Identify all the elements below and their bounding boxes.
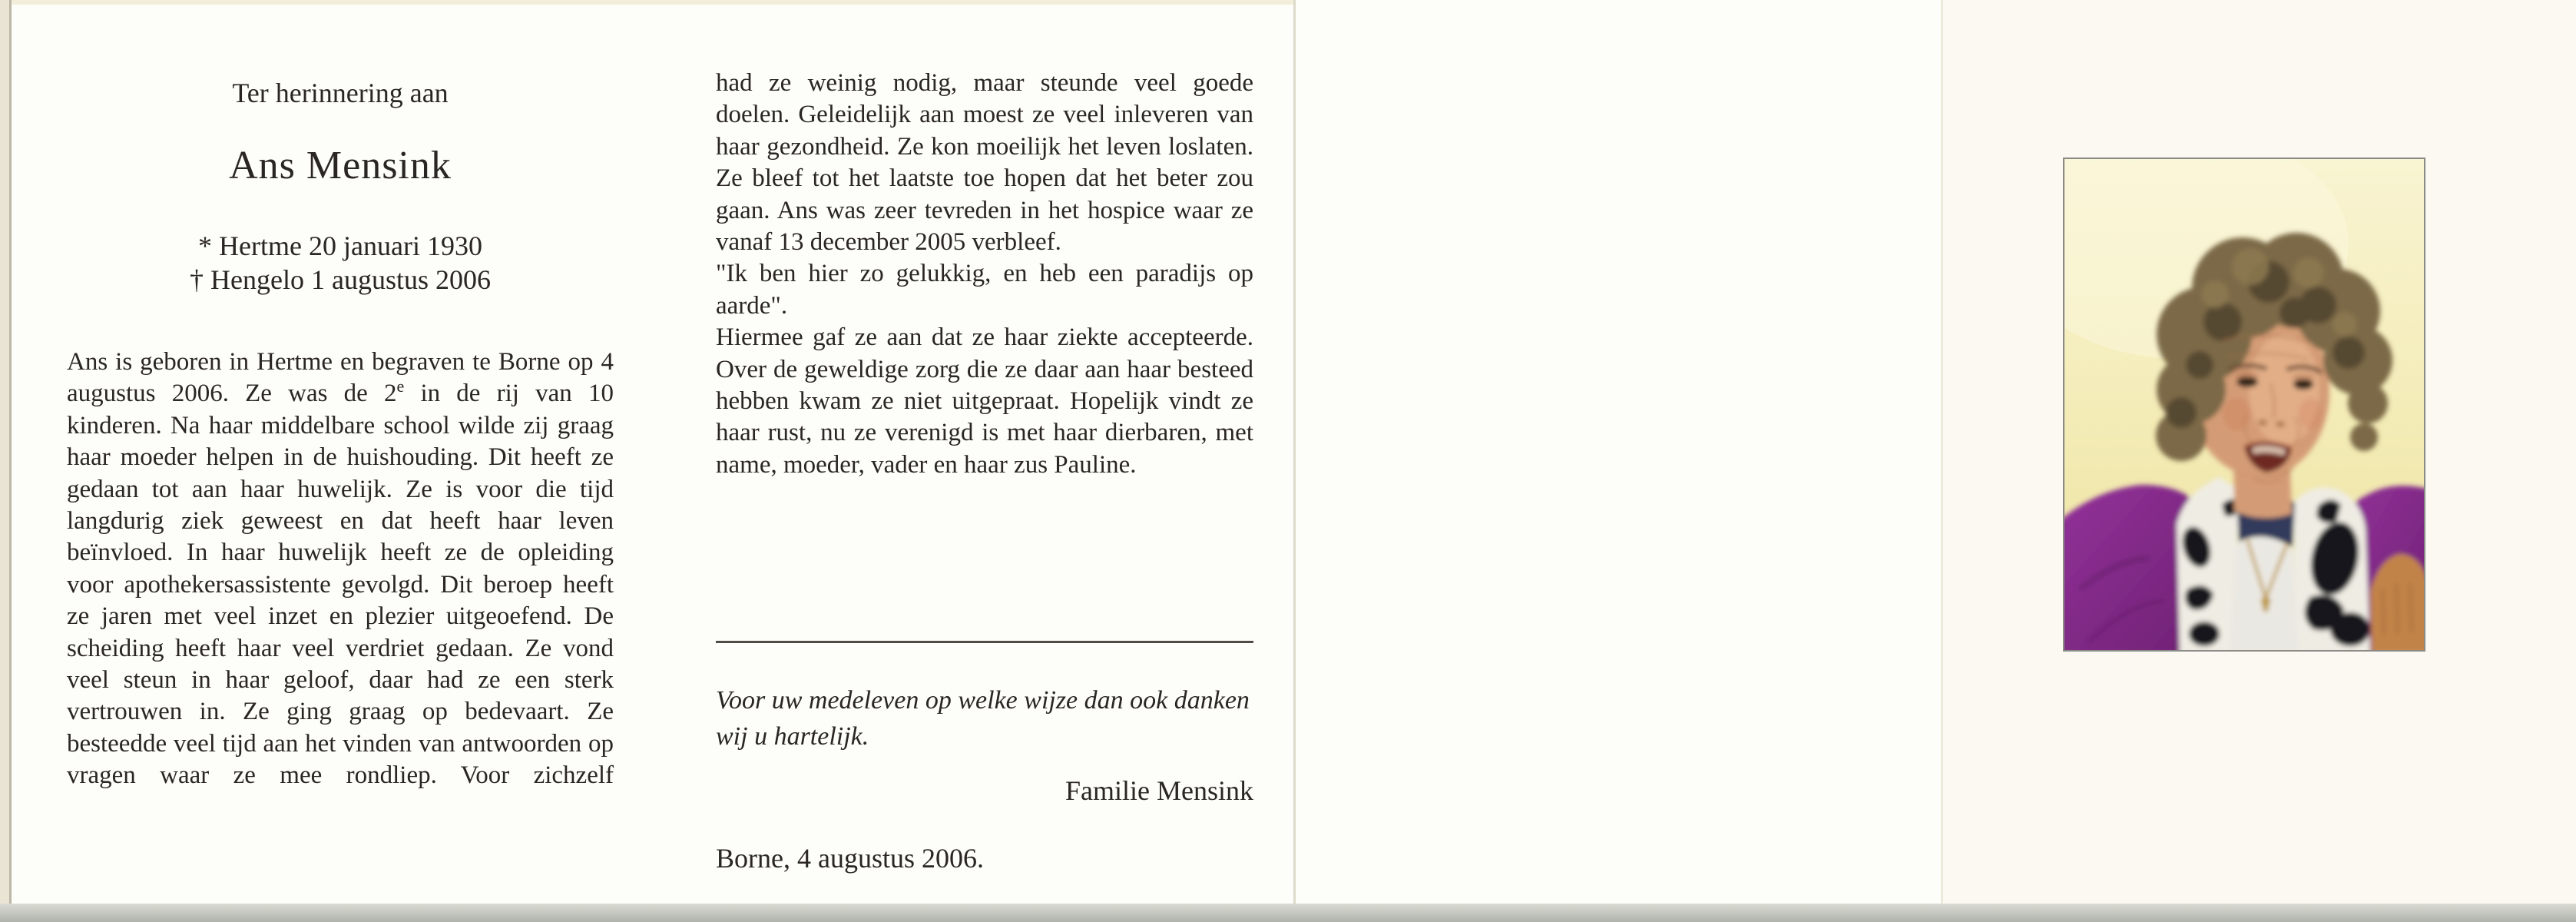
card-bottom-shadow [0, 904, 2576, 922]
portrait-photo [2063, 158, 2425, 652]
place-date-line: Borne, 4 augustus 2006. [716, 843, 984, 874]
dedication-line: Ter herinnering aan [232, 78, 449, 108]
separator-rule [716, 641, 1253, 643]
deceased-name: Ans Mensink [229, 144, 452, 187]
thanks-note: Voor uw medeleven op welke wijze dan ook danken wij u hartelijk. [716, 686, 1250, 751]
scan-left-margin [0, 0, 9, 922]
biography-paragraph [67, 347, 614, 792]
card-left-edge [9, 0, 12, 922]
biography-text-2: in de rij van 10 kinderen. Na haar middelbare school wilde zij graag haar moeder helpen in de huishouding. Dit heeft ze gedaan tot aan haar huwelijk. Ze is voor die tijd langdurig ziek geweest en dat heeft haar leven beïnvloed. In haar huwelijk heeft ze de opleiding voor apothekersassistente gevolgd. Dit beroep heeft ze jaren met veel inzet en plezier uitgeoefend. De scheiding heeft haar veel verdriet gedaan. Ze vond veel steun in haar geloof, daar had ze een sterk vertrouwen in. Ze ging graag op bedevaart. Ze besteedde veel tijd aan het vinden van antwoorden op vragen waar ze mee rondliep. Voor zichzelf [67, 380, 614, 790]
birth-line: * Hertme 20 januari 1930 [198, 230, 482, 261]
card-fold-line-2 [1941, 0, 1943, 905]
continuation-paragraph: had ze weinig nodig, maar steunde veel goede doelen. Geleidelijk aan moest ze veel inleveren van haar gezondheid. Ze kon moeilijk het leven loslaten. Ze bleef tot het laatste toe hopen dat het beter zou gaan. Ans was zeer tevreden in het hospice waar ze vanaf 13 december 2005 verbleef. [716, 69, 1253, 257]
death-line: † Hengelo 1 augustus 2006 [190, 264, 491, 295]
ordinal-superscript: e [396, 376, 405, 396]
card-fold-line-1 [1293, 0, 1296, 905]
family-signature: Familie Mensink [1065, 775, 1253, 806]
quote-paragraph: "Ik ben hier zo gelukkig, en heb een paradijs op aarde". [716, 260, 1253, 320]
continuation-column [716, 68, 1253, 481]
portrait-illustration [2064, 159, 2424, 650]
card-top-edge [12, 0, 1294, 5]
closing-paragraph: Hiermee gaf ze aan dat ze haar ziekte accepteerde. Over de geweldige zorg die ze daar aan haar besteed hebben kwam ze niet uitgepraat. Hopelijk vindt ze haar rust, nu ze verenigd is met haar dierbaren, met name, moeder, vader en haar zus Pauline. [716, 323, 1253, 479]
biography-text-1: Ans is geboren in Hertme en begraven te Borne op 4 augustus 2006. Ze was de 2 [67, 348, 614, 408]
